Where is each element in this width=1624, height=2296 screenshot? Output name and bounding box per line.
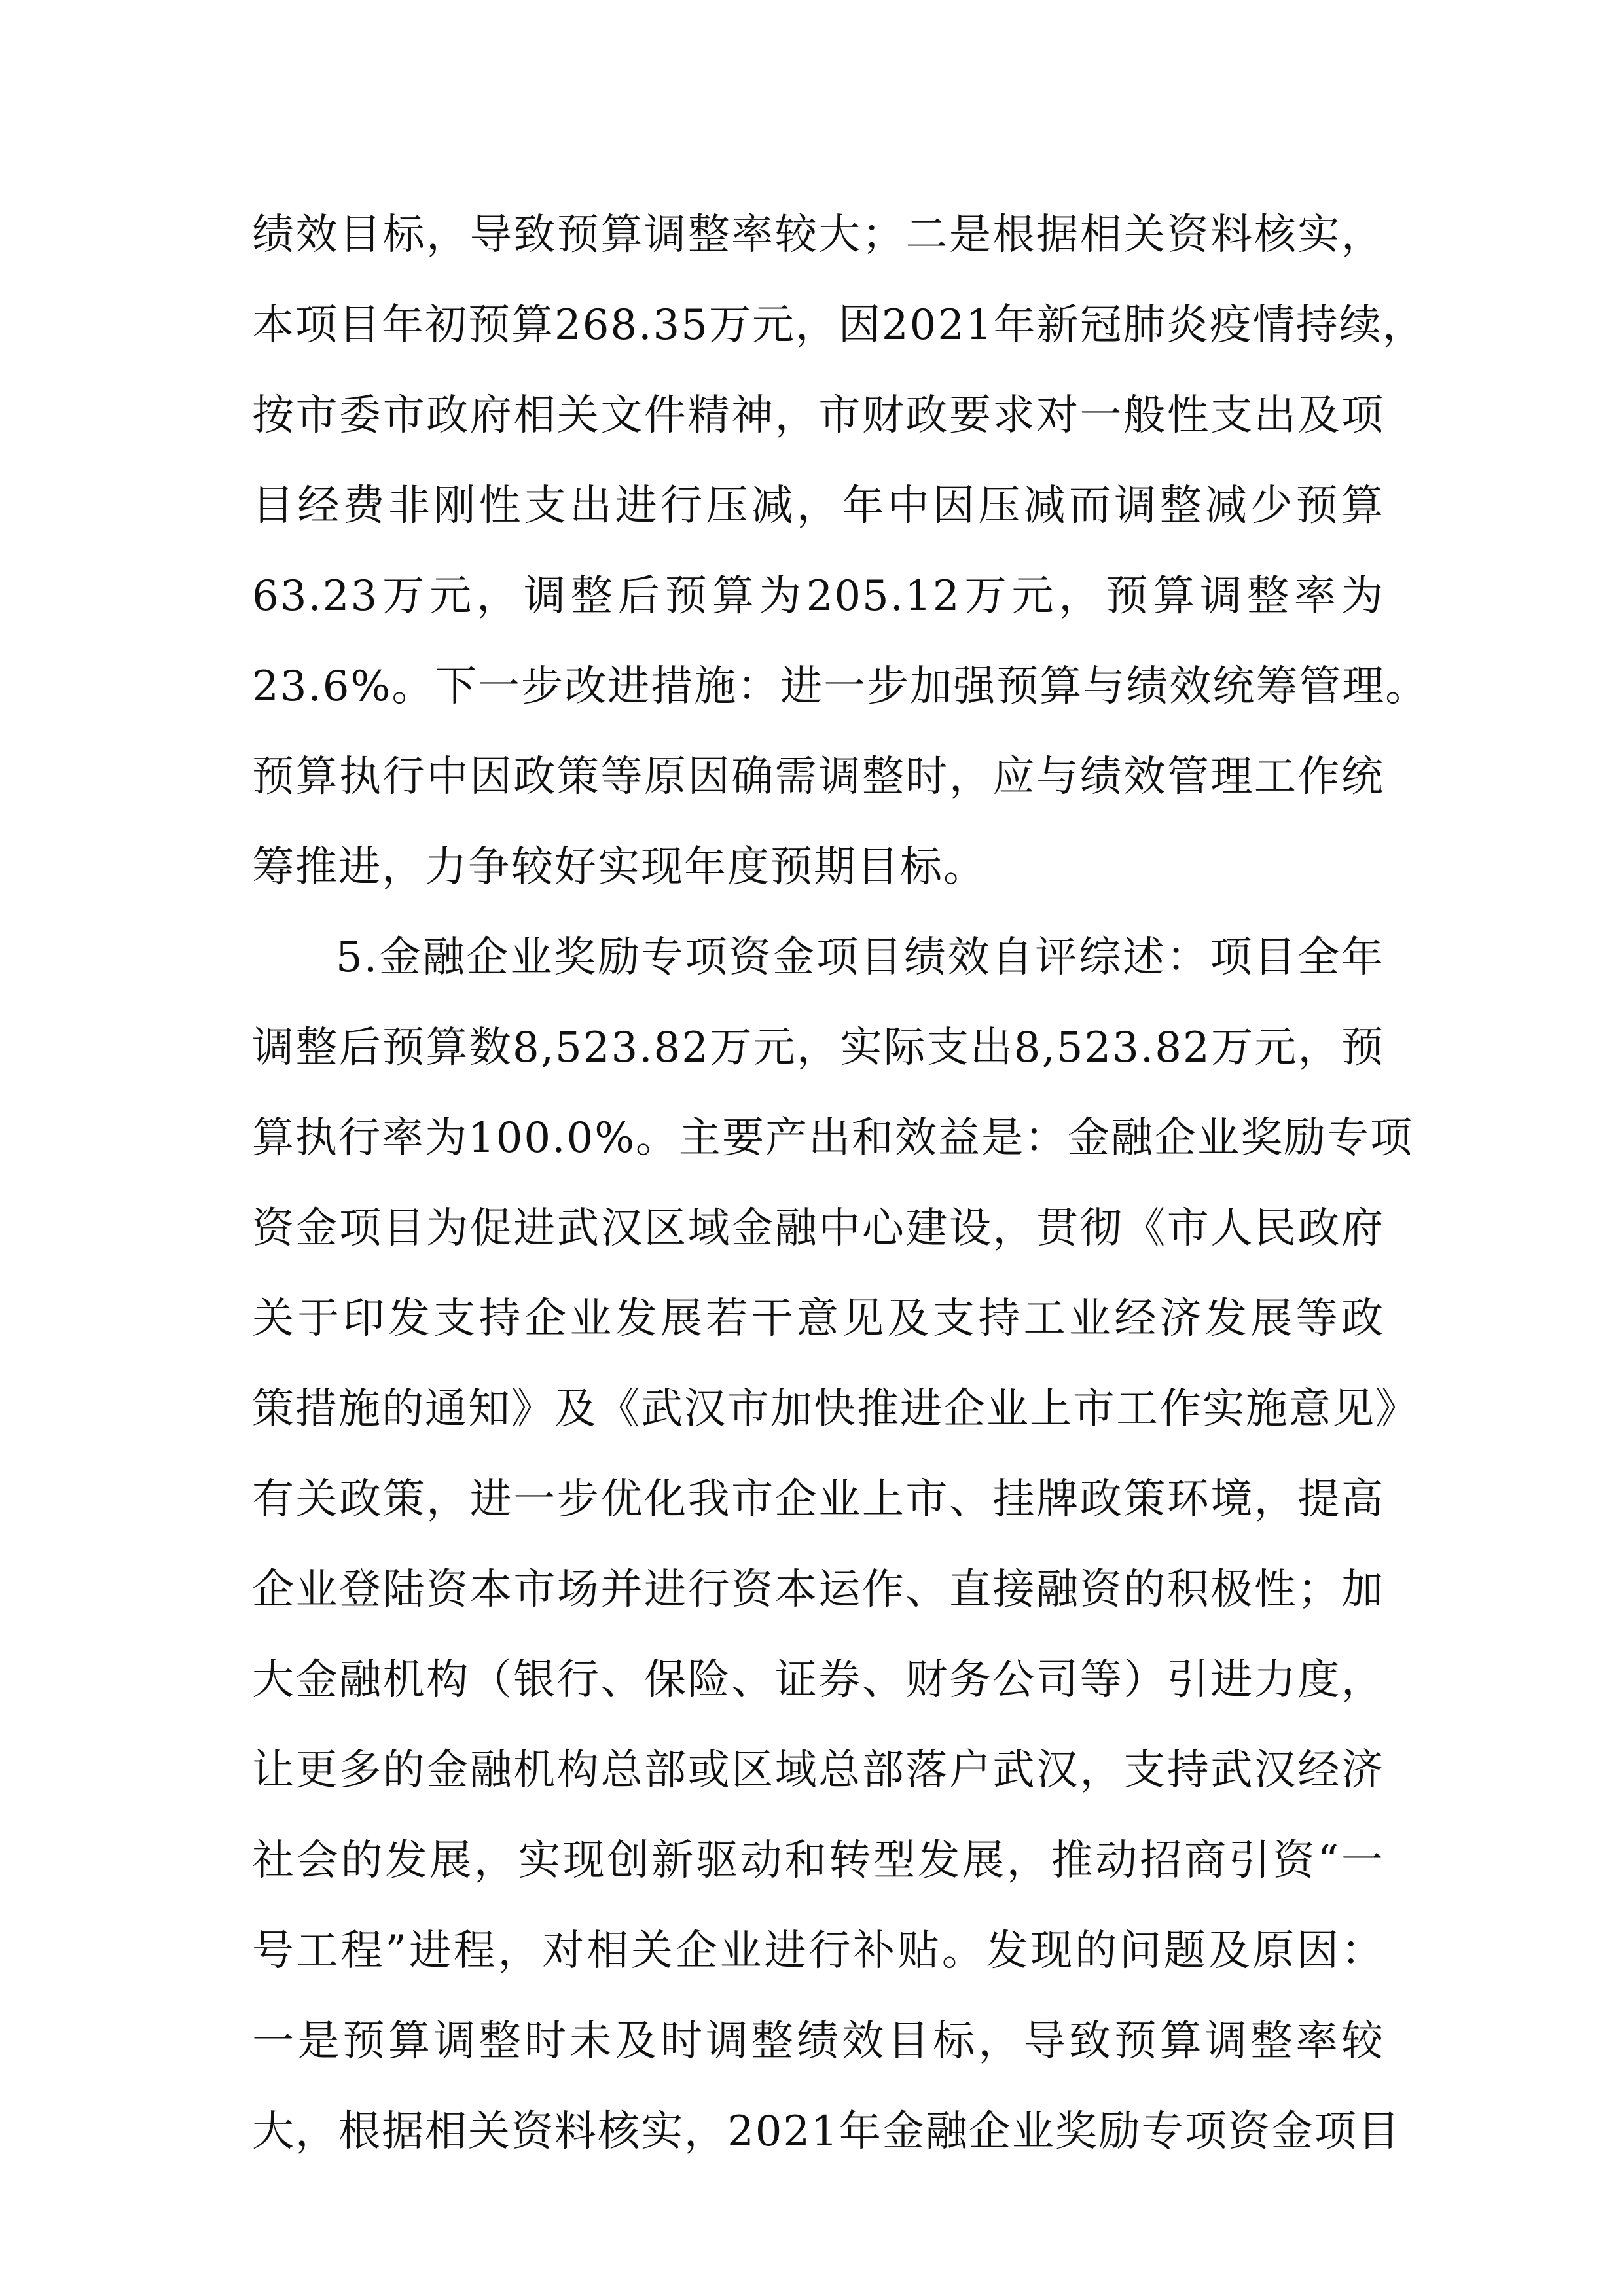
text-line: 一是预算调整时未及时调整绩效目标，导致预算调整率较: [252, 2017, 1384, 2066]
text-line: 预算执行中因政策等原因确需调整时，应与绩效管理工作统: [252, 753, 1384, 801]
text-line: 按市委市政府相关文件精神，市财政要求对一般性支出及项: [252, 391, 1384, 440]
text-line: 让更多的金融机构总部或区域总部落户武汉，支持武汉经济: [252, 1746, 1384, 1795]
text-line: 号工程”进程，对相关企业进行补贴。发现的问题及原因：: [252, 1927, 1384, 1975]
text-line: 调整后预算数8,523.82万元，实际支出8,523.82万元，预: [252, 1024, 1384, 1072]
text-line: 绩效目标，导致预算调整率较大；二是根据相关资料核实，: [252, 211, 1384, 259]
text-line: 关于印发支持企业发展若干意见及支持工业经济发展等政: [252, 1295, 1384, 1343]
paragraph-start-line: 5.金融企业奖励专项资金项目绩效自评综述：项目全年: [336, 933, 1384, 982]
text-line: 社会的发展，实现创新驱动和转型发展，推动招商引资“一: [252, 1837, 1384, 1885]
text-line: 有关政策，进一步优化我市企业上市、挂牌政策环境，提高: [252, 1475, 1384, 1524]
text-line: 策措施的通知》及《武汉市加快推进企业上市工作实施意见》: [252, 1385, 1418, 1433]
text-line: 大金融机构（银行、保险、证券、财务公司等）引进力度，: [252, 1656, 1384, 1704]
text-line: 目经费非刚性支出进行压减，年中因压减而调整减少预算: [252, 482, 1384, 530]
text-line: 大，根据相关资料核实，2021年金融企业奖励专项资金项目: [252, 2108, 1401, 2156]
text-line: 算执行率为100.0%。主要产出和效益是：金融企业奖励专项: [252, 1114, 1414, 1162]
text-line: 资金项目为促进武汉区域金融中心建设，贯彻《市人民政府: [252, 1204, 1384, 1253]
text-line: 筹推进，力争较好实现年度预期目标。: [252, 843, 986, 891]
text-line: 本项目年初预算268.35万元，因2021年新冠肺炎疫情持续，: [252, 301, 1426, 350]
body-text: [252, 190, 1429, 2177]
text-line: 企业登陆资本市场并进行资本运作、直接融资的积极性；加: [252, 1566, 1384, 1614]
text-line: 63.23万元，调整后预算为205.12万元，预算调整率为: [252, 572, 1384, 620]
text-line: 23.6%。下一步改进措施：进一步加强预算与绩效统筹管理。: [252, 662, 1429, 711]
